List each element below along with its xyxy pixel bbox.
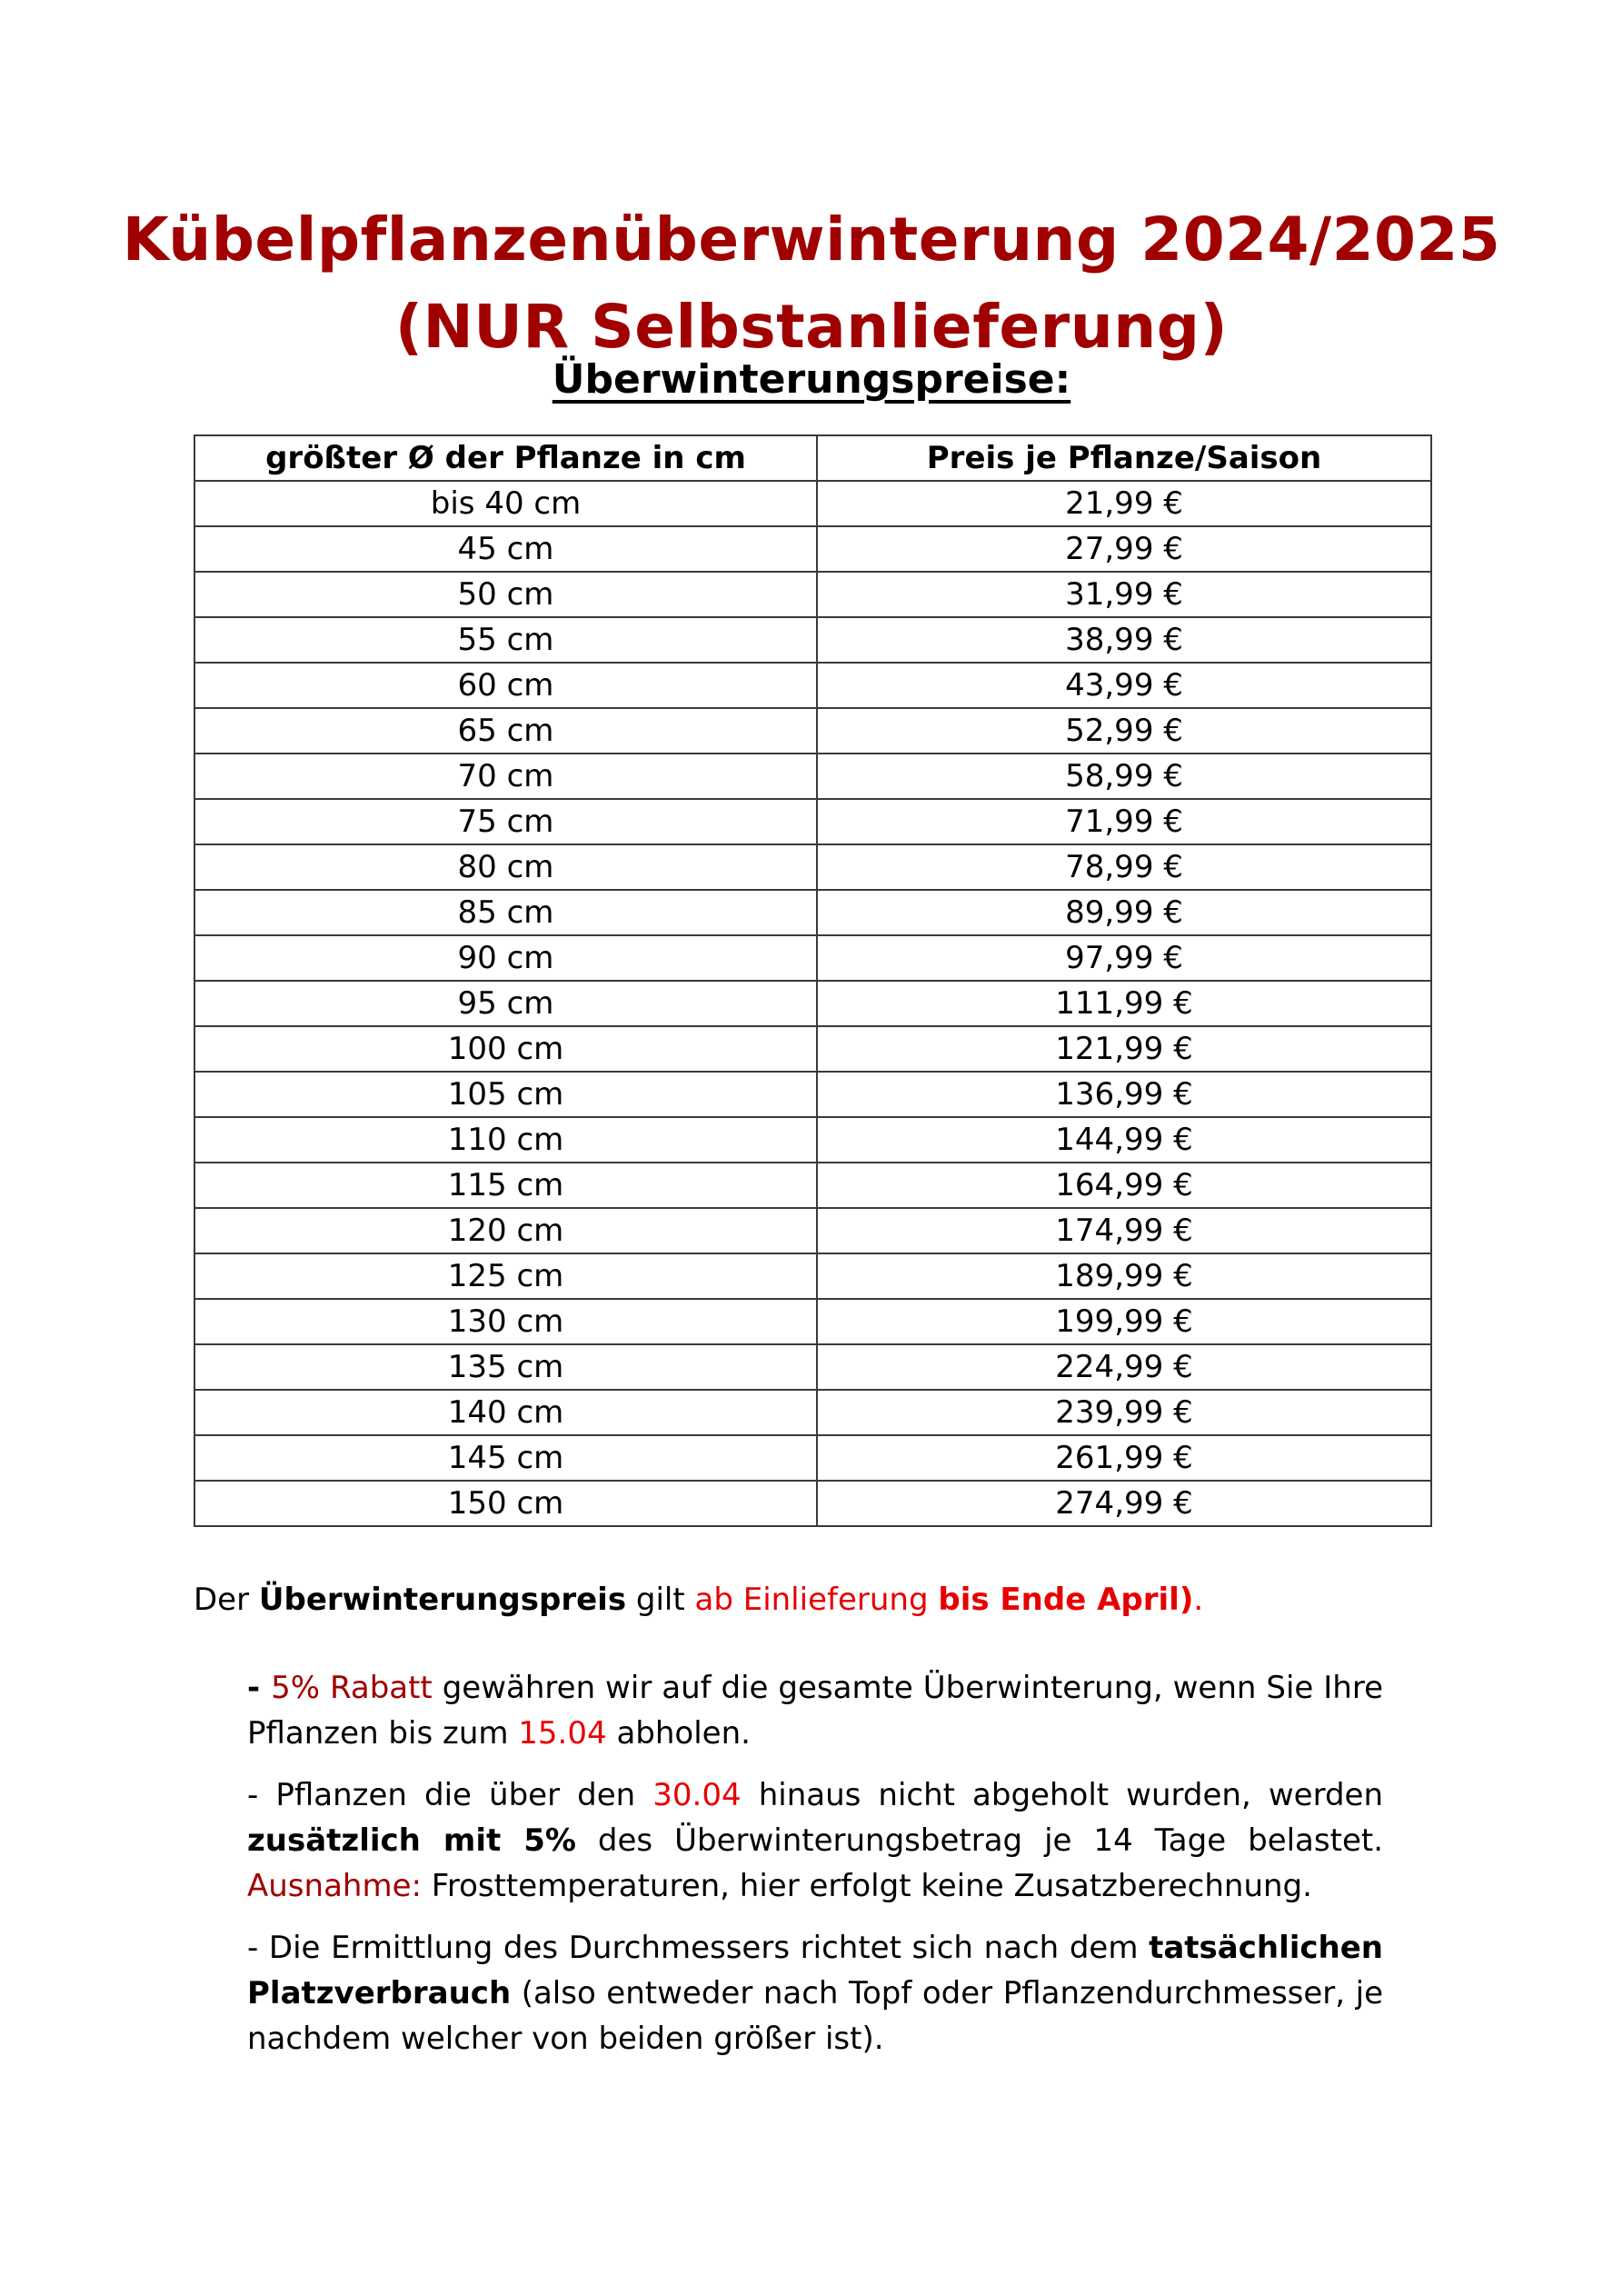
diameter-cell: 100 cm <box>194 1026 817 1072</box>
table-header-row <box>194 435 1431 481</box>
date-highlight: 30.04 <box>652 1777 742 1813</box>
price-cell: 121,99 € <box>817 1026 1431 1072</box>
price-cell: 136,99 € <box>817 1072 1431 1117</box>
condition-diameter <box>247 1925 1383 2061</box>
diameter-cell: 85 cm <box>194 890 817 935</box>
table-row <box>194 572 1431 617</box>
header-diameter: größter Ø der Pflanze in cm <box>194 435 817 481</box>
table-row <box>194 754 1431 799</box>
diameter-cell: 50 cm <box>194 572 817 617</box>
table-row <box>194 708 1431 754</box>
price-cell: 261,99 € <box>817 1435 1431 1481</box>
diameter-cell: 140 cm <box>194 1390 817 1435</box>
dash: - <box>247 1670 272 1706</box>
diameter-cell: 55 cm <box>194 617 817 663</box>
table-row <box>194 799 1431 844</box>
diameter-cell: 130 cm <box>194 1299 817 1344</box>
price-cell: 224,99 € <box>817 1344 1431 1390</box>
price-cell: 97,99 € <box>817 935 1431 981</box>
table-row <box>194 1344 1431 1390</box>
header-price: Preis je Pflanze/Saison <box>817 435 1431 481</box>
condition-text: Frosttemperaturen, hier erfolgt keine Zusatzberechnung. <box>421 1868 1312 1904</box>
table-row <box>194 1299 1431 1344</box>
table-row <box>194 935 1431 981</box>
price-cell: 71,99 € <box>817 799 1431 844</box>
diameter-cell: 105 cm <box>194 1072 817 1117</box>
condition-text: abholen. <box>606 1715 751 1752</box>
note-text: Der <box>194 1582 259 1618</box>
date-highlight: 15.04 <box>518 1715 607 1752</box>
table-row <box>194 1481 1431 1526</box>
title-line-2: (NUR Selbstanlieferung) <box>394 292 1229 363</box>
diameter-cell: 110 cm <box>194 1117 817 1163</box>
diameter-cell: 45 cm <box>194 526 817 572</box>
price-table <box>194 434 1432 1527</box>
diameter-cell: 75 cm <box>194 799 817 844</box>
diameter-cell: 115 cm <box>194 1163 817 1208</box>
table-row <box>194 663 1431 708</box>
document-title <box>0 196 1623 371</box>
diameter-cell: 70 cm <box>194 754 817 799</box>
price-cell: 21,99 € <box>817 481 1431 526</box>
condition-text: (also entweder nach Topf oder Pflanzendurchmesser, je nachdem welcher von beiden größer ist). <box>247 1975 1383 2057</box>
condition-late-pickup <box>247 1772 1383 1909</box>
table-row <box>194 1208 1431 1253</box>
table-row <box>194 844 1431 890</box>
table-row <box>194 1117 1431 1163</box>
note-text: gilt <box>626 1582 695 1618</box>
table-row <box>194 617 1431 663</box>
price-cell: 144,99 € <box>817 1117 1431 1163</box>
validity-note <box>194 1577 1203 1622</box>
price-cell: 27,99 € <box>817 526 1431 572</box>
table-row <box>194 1072 1431 1117</box>
diameter-cell: 60 cm <box>194 663 817 708</box>
price-cell: 189,99 € <box>817 1253 1431 1299</box>
space-bold: tatsächlichen Platzverbrauch <box>247 1930 1383 2011</box>
table-row <box>194 1163 1431 1208</box>
price-cell: 239,99 € <box>817 1390 1431 1435</box>
diameter-cell: bis 40 cm <box>194 481 817 526</box>
conditions-list <box>247 1665 1383 2078</box>
price-table-body <box>194 481 1431 1526</box>
table-row <box>194 1253 1431 1299</box>
condition-text: - Die Ermittlung des Durchmessers richtet sich nach dem <box>247 1930 1150 1966</box>
table-row <box>194 890 1431 935</box>
diameter-cell: 80 cm <box>194 844 817 890</box>
table-row <box>194 1435 1431 1481</box>
diameter-cell: 145 cm <box>194 1435 817 1481</box>
diameter-cell: 65 cm <box>194 708 817 754</box>
diameter-cell: 125 cm <box>194 1253 817 1299</box>
diameter-cell: 150 cm <box>194 1481 817 1526</box>
price-cell: 52,99 € <box>817 708 1431 754</box>
condition-text: hinaus nicht abgeholt wurden, werden <box>741 1777 1383 1813</box>
note-red-bold: bis Ende April) <box>938 1582 1194 1618</box>
table-row <box>194 481 1431 526</box>
price-cell: 43,99 € <box>817 663 1431 708</box>
table-row <box>194 1390 1431 1435</box>
price-cell: 78,99 € <box>817 844 1431 890</box>
note-bold: Überwinterungspreis <box>258 1582 627 1618</box>
discount-highlight: 5% Rabatt <box>271 1670 433 1706</box>
price-cell: 174,99 € <box>817 1208 1431 1253</box>
diameter-cell: 90 cm <box>194 935 817 981</box>
price-cell: 31,99 € <box>817 572 1431 617</box>
price-cell: 89,99 € <box>817 890 1431 935</box>
note-red: ab Einlieferung <box>694 1582 939 1618</box>
diameter-cell: 135 cm <box>194 1344 817 1390</box>
price-cell: 38,99 € <box>817 617 1431 663</box>
price-cell: 164,99 € <box>817 1163 1431 1208</box>
price-cell: 111,99 € <box>817 981 1431 1026</box>
condition-text: - Pflanzen die über den <box>247 1777 653 1813</box>
condition-text: gewähren wir auf die gesamte Überwinterung, wenn Sie Ihre Pflanzen bis zum <box>247 1670 1383 1752</box>
price-cell: 58,99 € <box>817 754 1431 799</box>
condition-text: des Überwinterungsbetrag je 14 Tage belastet. <box>575 1822 1383 1859</box>
diameter-cell: 120 cm <box>194 1208 817 1253</box>
table-row <box>194 526 1431 572</box>
price-cell: 199,99 € <box>817 1299 1431 1344</box>
exception-label: Ausnahme: <box>247 1868 422 1904</box>
table-row <box>194 981 1431 1026</box>
surcharge-bold: zusätzlich mit 5% <box>247 1822 576 1859</box>
title-line-1: Kübelpflanzenüberwinterung 2024/2025 <box>122 205 1501 275</box>
section-heading: Überwinterungspreise: <box>552 356 1071 403</box>
note-red: . <box>1193 1582 1204 1618</box>
condition-discount <box>247 1665 1383 1756</box>
price-cell: 274,99 € <box>817 1481 1431 1526</box>
diameter-cell: 95 cm <box>194 981 817 1026</box>
table-row <box>194 1026 1431 1072</box>
